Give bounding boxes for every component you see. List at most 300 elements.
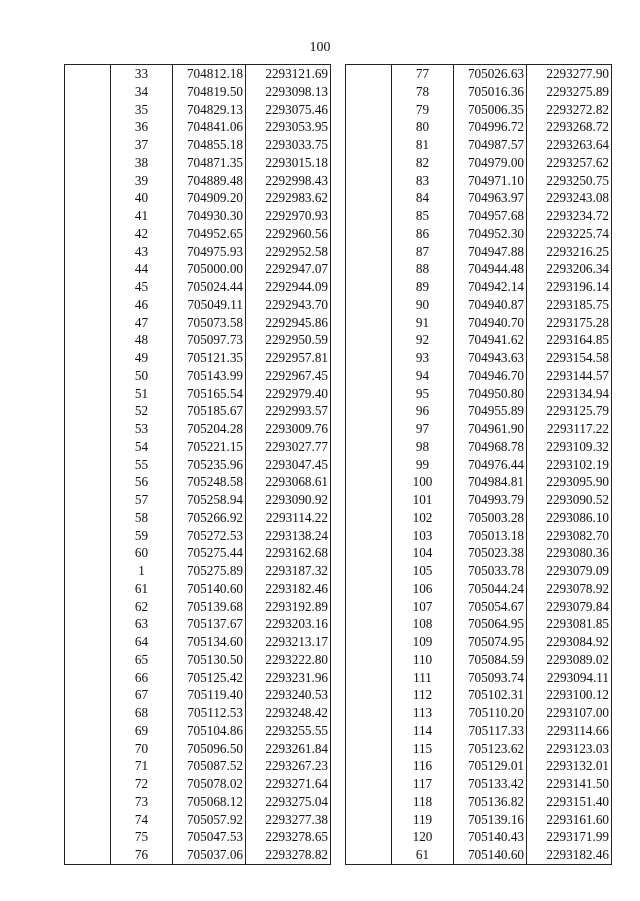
y-coordinate-cell: 2292957.81 xyxy=(246,349,331,367)
y-coordinate-cell: 2292967.45 xyxy=(246,367,331,385)
x-coordinate-cell: 704987.57 xyxy=(454,136,527,154)
table-row xyxy=(346,278,612,296)
point-number-cell: 34 xyxy=(111,83,173,101)
blank-cell xyxy=(346,101,392,119)
y-coordinate-cell: 2293263.64 xyxy=(527,136,612,154)
y-coordinate-cell: 2293206.34 xyxy=(527,260,612,278)
table-row xyxy=(65,349,331,367)
table-row xyxy=(65,615,331,633)
blank-cell xyxy=(346,651,392,669)
point-number-cell: 62 xyxy=(111,598,173,616)
x-coordinate-cell: 704812.18 xyxy=(173,65,246,83)
point-number-cell: 79 xyxy=(392,101,454,119)
x-coordinate-cell: 705123.62 xyxy=(454,740,527,758)
point-number-cell: 57 xyxy=(111,491,173,509)
point-number-cell: 61 xyxy=(111,580,173,598)
y-coordinate-cell: 2292960.56 xyxy=(246,225,331,243)
y-coordinate-cell: 2293162.68 xyxy=(246,544,331,562)
table-row xyxy=(65,83,331,101)
point-number-cell: 40 xyxy=(111,189,173,207)
y-coordinate-cell: 2293154.58 xyxy=(527,349,612,367)
y-coordinate-cell: 2293079.09 xyxy=(527,562,612,580)
table-row xyxy=(65,811,331,829)
y-coordinate-cell: 2292993.57 xyxy=(246,402,331,420)
x-coordinate-cell: 705013.18 xyxy=(454,527,527,545)
point-number-cell: 61 xyxy=(392,846,454,864)
y-coordinate-cell: 2293250.75 xyxy=(527,172,612,190)
blank-cell xyxy=(346,793,392,811)
blank-cell xyxy=(65,314,111,332)
x-coordinate-cell: 704944.48 xyxy=(454,260,527,278)
point-number-cell: 73 xyxy=(111,793,173,811)
y-coordinate-cell: 2293278.82 xyxy=(246,846,331,864)
x-coordinate-cell: 705140.43 xyxy=(454,828,527,846)
x-coordinate-cell: 705016.36 xyxy=(454,83,527,101)
x-coordinate-cell: 704996.72 xyxy=(454,118,527,136)
table-row xyxy=(346,846,612,864)
blank-cell xyxy=(346,243,392,261)
table-row xyxy=(346,296,612,314)
point-number-cell: 51 xyxy=(111,385,173,403)
table-row xyxy=(346,598,612,616)
x-coordinate-cell: 704961.90 xyxy=(454,420,527,438)
point-number-cell: 1 xyxy=(111,562,173,580)
y-coordinate-cell: 2293121.69 xyxy=(246,65,331,83)
y-coordinate-cell: 2293275.89 xyxy=(527,83,612,101)
y-coordinate-cell: 2293278.65 xyxy=(246,828,331,846)
table-row xyxy=(346,793,612,811)
x-coordinate-cell: 704952.65 xyxy=(173,225,246,243)
blank-cell xyxy=(65,615,111,633)
x-coordinate-cell: 705054.67 xyxy=(454,598,527,616)
blank-cell xyxy=(65,527,111,545)
point-number-cell: 43 xyxy=(111,243,173,261)
blank-cell xyxy=(346,704,392,722)
x-coordinate-cell: 705068.12 xyxy=(173,793,246,811)
table-row xyxy=(346,207,612,225)
point-number-cell: 67 xyxy=(111,686,173,704)
point-number-cell: 94 xyxy=(392,367,454,385)
y-coordinate-cell: 2293216.25 xyxy=(527,243,612,261)
point-number-cell: 92 xyxy=(392,331,454,349)
point-number-cell: 119 xyxy=(392,811,454,829)
blank-cell xyxy=(65,349,111,367)
table-row xyxy=(65,278,331,296)
blank-cell xyxy=(65,207,111,225)
table-row xyxy=(65,473,331,491)
blank-cell xyxy=(65,402,111,420)
blank-cell xyxy=(65,456,111,474)
y-coordinate-cell: 2293222.80 xyxy=(246,651,331,669)
blank-cell xyxy=(346,331,392,349)
table-row xyxy=(65,775,331,793)
x-coordinate-cell: 705073.58 xyxy=(173,314,246,332)
coordinate-table-right xyxy=(345,64,612,865)
y-coordinate-cell: 2293089.02 xyxy=(527,651,612,669)
blank-cell xyxy=(346,402,392,420)
y-coordinate-cell: 2293255.55 xyxy=(246,722,331,740)
table-row xyxy=(65,828,331,846)
table-row xyxy=(346,722,612,740)
blank-cell xyxy=(65,136,111,154)
point-number-cell: 89 xyxy=(392,278,454,296)
table-row xyxy=(346,349,612,367)
table-row xyxy=(346,154,612,172)
x-coordinate-cell: 704946.70 xyxy=(454,367,527,385)
table-row xyxy=(346,225,612,243)
table-row xyxy=(346,172,612,190)
blank-cell xyxy=(65,296,111,314)
point-number-cell: 118 xyxy=(392,793,454,811)
x-coordinate-cell: 704968.78 xyxy=(454,438,527,456)
table-row xyxy=(65,402,331,420)
x-coordinate-cell: 705130.50 xyxy=(173,651,246,669)
table-row xyxy=(346,420,612,438)
x-coordinate-cell: 704950.80 xyxy=(454,385,527,403)
table-row xyxy=(346,101,612,119)
y-coordinate-cell: 2293268.72 xyxy=(527,118,612,136)
x-coordinate-cell: 705074.95 xyxy=(454,633,527,651)
table-row xyxy=(65,527,331,545)
point-number-cell: 91 xyxy=(392,314,454,332)
blank-cell xyxy=(65,598,111,616)
y-coordinate-cell: 2293171.99 xyxy=(527,828,612,846)
x-coordinate-cell: 705087.52 xyxy=(173,757,246,775)
point-number-cell: 70 xyxy=(111,740,173,758)
blank-cell xyxy=(346,314,392,332)
blank-cell xyxy=(65,243,111,261)
y-coordinate-cell: 2293240.53 xyxy=(246,686,331,704)
point-number-cell: 42 xyxy=(111,225,173,243)
y-coordinate-cell: 2293090.92 xyxy=(246,491,331,509)
blank-cell xyxy=(346,420,392,438)
y-coordinate-cell: 2293047.45 xyxy=(246,456,331,474)
table-row xyxy=(346,686,612,704)
x-coordinate-cell: 705096.50 xyxy=(173,740,246,758)
blank-cell xyxy=(65,491,111,509)
x-coordinate-cell: 705272.53 xyxy=(173,527,246,545)
blank-cell xyxy=(346,438,392,456)
blank-cell xyxy=(346,757,392,775)
table-row xyxy=(65,296,331,314)
point-number-cell: 86 xyxy=(392,225,454,243)
point-number-cell: 50 xyxy=(111,367,173,385)
blank-cell xyxy=(65,65,111,83)
blank-cell xyxy=(346,509,392,527)
blank-cell xyxy=(346,580,392,598)
y-coordinate-cell: 2292945.86 xyxy=(246,314,331,332)
x-coordinate-cell: 705140.60 xyxy=(454,846,527,864)
point-number-cell: 71 xyxy=(111,757,173,775)
point-number-cell: 36 xyxy=(111,118,173,136)
blank-cell xyxy=(346,189,392,207)
x-coordinate-cell: 705204.28 xyxy=(173,420,246,438)
table-row xyxy=(65,260,331,278)
y-coordinate-cell: 2293261.84 xyxy=(246,740,331,758)
point-number-cell: 93 xyxy=(392,349,454,367)
blank-cell xyxy=(65,580,111,598)
point-number-cell: 65 xyxy=(111,651,173,669)
table-row xyxy=(346,331,612,349)
table-row xyxy=(65,580,331,598)
y-coordinate-cell: 2293275.04 xyxy=(246,793,331,811)
table-row xyxy=(346,757,612,775)
point-number-cell: 53 xyxy=(111,420,173,438)
point-number-cell: 55 xyxy=(111,456,173,474)
x-coordinate-cell: 705006.35 xyxy=(454,101,527,119)
y-coordinate-cell: 2293095.90 xyxy=(527,473,612,491)
blank-cell xyxy=(346,491,392,509)
point-number-cell: 87 xyxy=(392,243,454,261)
blank-cell xyxy=(346,598,392,616)
y-coordinate-cell: 2293185.75 xyxy=(527,296,612,314)
y-coordinate-cell: 2293271.64 xyxy=(246,775,331,793)
x-coordinate-cell: 705129.01 xyxy=(454,757,527,775)
point-number-cell: 90 xyxy=(392,296,454,314)
x-coordinate-cell: 705139.16 xyxy=(454,811,527,829)
point-number-cell: 74 xyxy=(111,811,173,829)
point-number-cell: 114 xyxy=(392,722,454,740)
point-number-cell: 98 xyxy=(392,438,454,456)
x-coordinate-cell: 705117.33 xyxy=(454,722,527,740)
x-coordinate-cell: 705049.11 xyxy=(173,296,246,314)
blank-cell xyxy=(65,633,111,651)
x-coordinate-cell: 704963.97 xyxy=(454,189,527,207)
table-row xyxy=(346,544,612,562)
x-coordinate-cell: 705143.99 xyxy=(173,367,246,385)
x-coordinate-cell: 705185.67 xyxy=(173,402,246,420)
blank-cell xyxy=(65,101,111,119)
y-coordinate-cell: 2293082.70 xyxy=(527,527,612,545)
blank-cell xyxy=(65,828,111,846)
y-coordinate-cell: 2293075.46 xyxy=(246,101,331,119)
x-coordinate-cell: 704943.63 xyxy=(454,349,527,367)
y-coordinate-cell: 2293272.82 xyxy=(527,101,612,119)
point-number-cell: 112 xyxy=(392,686,454,704)
x-coordinate-cell: 705102.31 xyxy=(454,686,527,704)
x-coordinate-cell: 705044.24 xyxy=(454,580,527,598)
blank-cell xyxy=(65,509,111,527)
table-row xyxy=(65,669,331,687)
table-row xyxy=(65,633,331,651)
point-number-cell: 116 xyxy=(392,757,454,775)
blank-cell xyxy=(346,65,392,83)
table-row xyxy=(346,243,612,261)
point-number-cell: 105 xyxy=(392,562,454,580)
x-coordinate-cell: 705275.89 xyxy=(173,562,246,580)
y-coordinate-cell: 2293144.57 xyxy=(527,367,612,385)
y-coordinate-cell: 2293086.10 xyxy=(527,509,612,527)
y-coordinate-cell: 2293164.85 xyxy=(527,331,612,349)
y-coordinate-cell: 2293192.89 xyxy=(246,598,331,616)
point-number-cell: 68 xyxy=(111,704,173,722)
table-row xyxy=(346,189,612,207)
x-coordinate-cell: 705140.60 xyxy=(173,580,246,598)
y-coordinate-cell: 2293078.92 xyxy=(527,580,612,598)
x-coordinate-cell: 704955.89 xyxy=(454,402,527,420)
y-coordinate-cell: 2293114.22 xyxy=(246,509,331,527)
table-row xyxy=(346,775,612,793)
y-coordinate-cell: 2293248.42 xyxy=(246,704,331,722)
x-coordinate-cell: 705121.35 xyxy=(173,349,246,367)
y-coordinate-cell: 2292979.40 xyxy=(246,385,331,403)
table-row xyxy=(346,260,612,278)
point-number-cell: 85 xyxy=(392,207,454,225)
x-coordinate-cell: 705110.20 xyxy=(454,704,527,722)
blank-cell xyxy=(346,349,392,367)
blank-cell xyxy=(65,775,111,793)
point-number-cell: 35 xyxy=(111,101,173,119)
point-number-cell: 104 xyxy=(392,544,454,562)
point-number-cell: 95 xyxy=(392,385,454,403)
x-coordinate-cell: 705137.67 xyxy=(173,615,246,633)
table-row xyxy=(65,207,331,225)
table-row xyxy=(65,367,331,385)
point-number-cell: 106 xyxy=(392,580,454,598)
blank-cell xyxy=(65,385,111,403)
y-coordinate-cell: 2293138.24 xyxy=(246,527,331,545)
table-row xyxy=(65,189,331,207)
table-row xyxy=(346,136,612,154)
x-coordinate-cell: 705112.53 xyxy=(173,704,246,722)
blank-cell xyxy=(65,686,111,704)
blank-cell xyxy=(346,118,392,136)
point-number-cell: 111 xyxy=(392,669,454,687)
x-coordinate-cell: 704930.30 xyxy=(173,207,246,225)
y-coordinate-cell: 2293277.38 xyxy=(246,811,331,829)
x-coordinate-cell: 705165.54 xyxy=(173,385,246,403)
table-row xyxy=(65,846,331,864)
blank-cell xyxy=(65,154,111,172)
y-coordinate-cell: 2293109.32 xyxy=(527,438,612,456)
blank-cell xyxy=(346,456,392,474)
blank-cell xyxy=(346,473,392,491)
y-coordinate-cell: 2292943.70 xyxy=(246,296,331,314)
y-coordinate-cell: 2293225.74 xyxy=(527,225,612,243)
blank-cell xyxy=(65,811,111,829)
point-number-cell: 107 xyxy=(392,598,454,616)
blank-cell xyxy=(65,278,111,296)
table-row xyxy=(65,562,331,580)
x-coordinate-cell: 705078.02 xyxy=(173,775,246,793)
point-number-cell: 108 xyxy=(392,615,454,633)
blank-cell xyxy=(346,527,392,545)
x-coordinate-cell: 705024.44 xyxy=(173,278,246,296)
y-coordinate-cell: 2292998.43 xyxy=(246,172,331,190)
point-number-cell: 37 xyxy=(111,136,173,154)
y-coordinate-cell: 2293267.23 xyxy=(246,757,331,775)
point-number-cell: 88 xyxy=(392,260,454,278)
y-coordinate-cell: 2293234.72 xyxy=(527,207,612,225)
y-coordinate-cell: 2293134.94 xyxy=(527,385,612,403)
y-coordinate-cell: 2292947.07 xyxy=(246,260,331,278)
point-number-cell: 82 xyxy=(392,154,454,172)
blank-cell xyxy=(65,704,111,722)
blank-cell xyxy=(65,172,111,190)
point-number-cell: 47 xyxy=(111,314,173,332)
x-coordinate-cell: 704976.44 xyxy=(454,456,527,474)
point-number-cell: 77 xyxy=(392,65,454,83)
table-row xyxy=(346,367,612,385)
point-number-cell: 103 xyxy=(392,527,454,545)
table-row xyxy=(346,509,612,527)
y-coordinate-cell: 2293196.14 xyxy=(527,278,612,296)
x-coordinate-cell: 704889.48 xyxy=(173,172,246,190)
x-coordinate-cell: 705258.94 xyxy=(173,491,246,509)
blank-cell xyxy=(346,278,392,296)
blank-cell xyxy=(346,633,392,651)
y-coordinate-cell: 2293187.32 xyxy=(246,562,331,580)
blank-cell xyxy=(346,740,392,758)
point-number-cell: 96 xyxy=(392,402,454,420)
x-coordinate-cell: 704952.30 xyxy=(454,225,527,243)
table-row xyxy=(65,118,331,136)
point-number-cell: 38 xyxy=(111,154,173,172)
table-row xyxy=(65,793,331,811)
x-coordinate-cell: 705093.74 xyxy=(454,669,527,687)
blank-cell xyxy=(346,83,392,101)
point-number-cell: 64 xyxy=(111,633,173,651)
x-coordinate-cell: 704829.13 xyxy=(173,101,246,119)
blank-cell xyxy=(346,260,392,278)
table-row xyxy=(65,385,331,403)
table-row xyxy=(65,438,331,456)
x-coordinate-cell: 704855.18 xyxy=(173,136,246,154)
point-number-cell: 41 xyxy=(111,207,173,225)
y-coordinate-cell: 2292950.59 xyxy=(246,331,331,349)
x-coordinate-cell: 704941.62 xyxy=(454,331,527,349)
blank-cell xyxy=(65,83,111,101)
y-coordinate-cell: 2293141.50 xyxy=(527,775,612,793)
point-number-cell: 63 xyxy=(111,615,173,633)
table-row xyxy=(65,136,331,154)
x-coordinate-cell: 704909.20 xyxy=(173,189,246,207)
x-coordinate-cell: 705235.96 xyxy=(173,456,246,474)
blank-cell xyxy=(346,225,392,243)
table-row xyxy=(65,651,331,669)
point-number-cell: 83 xyxy=(392,172,454,190)
blank-cell xyxy=(65,420,111,438)
table-row xyxy=(346,473,612,491)
point-number-cell: 120 xyxy=(392,828,454,846)
blank-cell xyxy=(346,811,392,829)
y-coordinate-cell: 2293094.11 xyxy=(527,669,612,687)
y-coordinate-cell: 2293257.62 xyxy=(527,154,612,172)
table-row xyxy=(65,420,331,438)
x-coordinate-cell: 704984.81 xyxy=(454,473,527,491)
x-coordinate-cell: 705248.58 xyxy=(173,473,246,491)
blank-cell xyxy=(65,562,111,580)
x-coordinate-cell: 704993.79 xyxy=(454,491,527,509)
point-number-cell: 115 xyxy=(392,740,454,758)
x-coordinate-cell: 704940.87 xyxy=(454,296,527,314)
table-row xyxy=(346,651,612,669)
table-row xyxy=(346,828,612,846)
y-coordinate-cell: 2293213.17 xyxy=(246,633,331,651)
x-coordinate-cell: 705104.86 xyxy=(173,722,246,740)
point-number-cell: 60 xyxy=(111,544,173,562)
table-row xyxy=(346,704,612,722)
table-row xyxy=(346,580,612,598)
blank-cell xyxy=(346,828,392,846)
x-coordinate-cell: 705057.92 xyxy=(173,811,246,829)
point-number-cell: 81 xyxy=(392,136,454,154)
point-number-cell: 52 xyxy=(111,402,173,420)
table-row xyxy=(65,740,331,758)
blank-cell xyxy=(65,225,111,243)
table-row xyxy=(346,615,612,633)
blank-cell xyxy=(65,722,111,740)
